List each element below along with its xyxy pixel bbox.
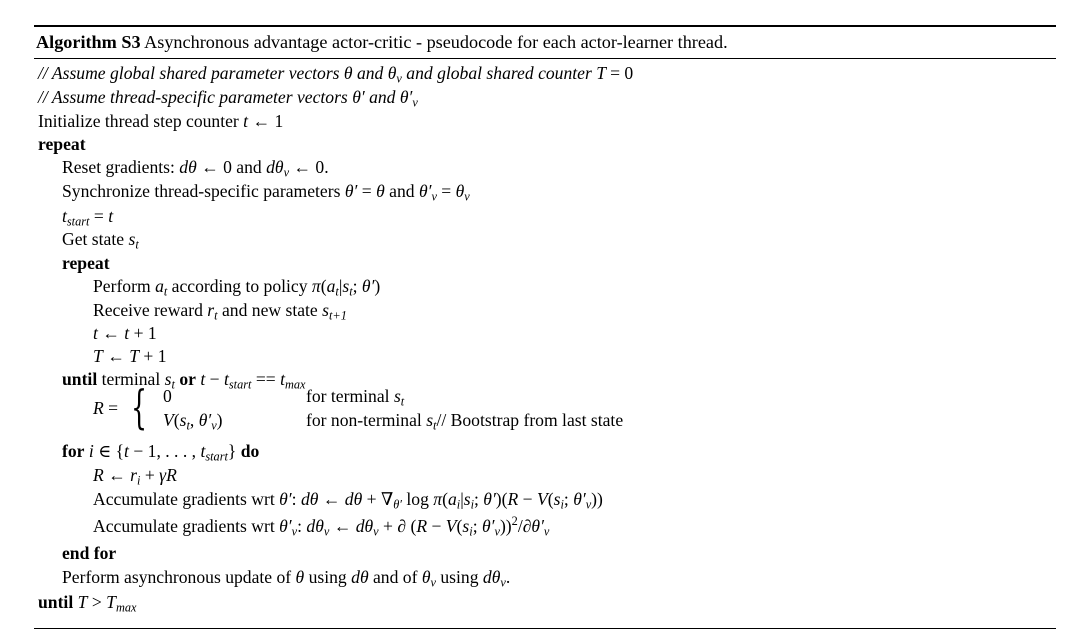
- algorithm-caption: [36, 32, 728, 53]
- comment-thread-params: // Assume thread-specific parameter vectors θ′ and $\theta'_v$: [38, 87, 418, 110]
- async-update: Perform asynchronous update of θ using dθ and of $\theta_v$ using $d\theta_v$.: [62, 567, 511, 590]
- synchronize-params: Synchronize thread-specific parameters θ′ = θ and $\theta'_v = \theta_v$: [62, 181, 470, 204]
- end-for-keyword: end for: [62, 543, 117, 563]
- reset-gradients: Reset gradients: dθ ← 0 and $d\theta_v$ ← 0.: [62, 157, 329, 180]
- top-rule: [34, 25, 1056, 27]
- accumulate-value-gradients: Accumulate gradients wrt $\theta'_v$: $d\theta_v$ ← $d\theta_v$ + ∂ ($R - V(s_i$; $\theta'_v))^2/\partial\theta'_v$: [93, 514, 550, 539]
- init-step-counter: Initialize thread step counter t ← 1: [38, 111, 284, 131]
- for-loop: for i ∈ {t − 1, . . . , $t_{start}$} do: [62, 441, 260, 464]
- t-start-assign: $t_{start} = t$: [62, 206, 114, 229]
- perform-action: Perform $a_t$ according to policy $\pi(a_t|s_t$; θ′): [93, 276, 381, 299]
- increment-T: T ← T + 1: [93, 346, 167, 366]
- bottom-rule: [34, 628, 1056, 629]
- accumulate-policy-gradients: Accumulate gradients wrt θ′: dθ ← $d\theta + \nabla_{\theta'}$ $\log \pi(a_i|s_i$; $\theta')(R - V(s_i$; $\theta'_v$)): [93, 489, 603, 512]
- algorithm-label: Algorithm S3: [36, 32, 141, 52]
- receive-reward: Receive reward $r_t$ and new state $s_{t+1}$: [93, 300, 347, 323]
- increment-t: t ← t + 1: [93, 323, 157, 343]
- left-brace: {: [131, 380, 148, 434]
- caption-rule: [34, 58, 1056, 59]
- algorithm-title: Asynchronous advantage actor-critic - pseudocode for each actor-learner thread.: [144, 32, 728, 52]
- inner-repeat-keyword: repeat: [62, 253, 110, 273]
- outer-until: until $T > T_{max}$: [38, 592, 137, 615]
- outer-repeat-keyword: repeat: [38, 134, 86, 154]
- inner-until: until terminal $s_t$ or $t - t_{start} == t_{max}$: [62, 369, 306, 392]
- comment-global-params: // Assume global shared parameter vectors θ and $\theta_v$ and global shared counter T = 0: [38, 63, 634, 86]
- return-update: R ← $r_i + \gamma R$: [93, 465, 177, 488]
- get-state: Get state $s_t$: [62, 229, 139, 252]
